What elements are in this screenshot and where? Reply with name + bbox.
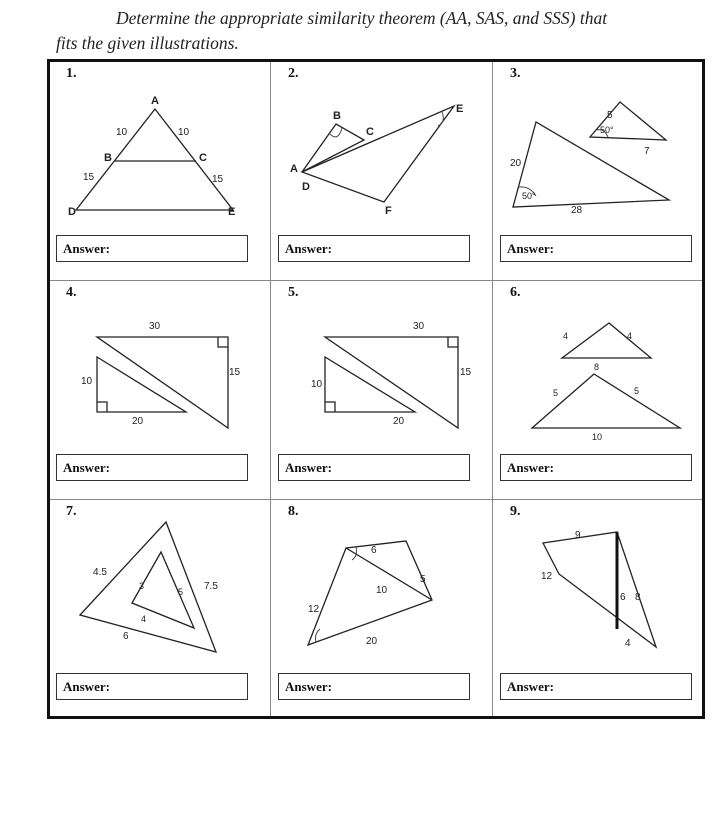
measure: 9 [575,530,581,541]
figure-6 [494,281,716,481]
figure-9 [494,500,716,700]
measure: 15 [212,174,224,185]
measure: 5 [634,386,640,396]
answer-box[interactable]: Answer: [56,673,248,700]
measure: 15 [83,172,95,183]
measure: 6 [620,592,626,603]
large-right-triangle [97,337,228,428]
measure: 8 [635,592,641,603]
problem-number: 3. [510,66,521,81]
measure: 5 [553,388,559,398]
measure: 7 [644,146,650,157]
answer-box[interactable]: Answer: [500,454,692,481]
measure: 5 [178,587,184,597]
problem-6 [494,281,716,501]
problem-number: 2. [288,66,299,81]
problem-number: 8. [288,504,299,519]
measure: 50° [600,125,614,135]
measure: 20 [393,416,405,427]
label-E: E [456,103,464,115]
instruction-line-2: fits the given illustrations. [56,33,239,53]
label-C: C [199,152,207,164]
label-B: B [104,152,112,164]
problem-number: 5. [288,285,299,300]
label-A: A [151,95,159,107]
instructions [56,6,702,56]
figure-8 [272,500,494,700]
triangle-ADE [76,109,233,210]
right-angle-mark [97,402,107,412]
label-B: B [333,110,341,122]
label-C: C [366,126,374,138]
problem-2 [272,62,494,282]
small-isosceles-triangle [562,323,651,358]
answer-box[interactable]: Answer: [278,454,470,481]
measure: 12 [541,571,553,582]
measure: 28 [571,205,583,216]
measure: 10 [116,127,128,138]
measure: 3 [139,581,145,591]
answer-box[interactable]: Answer: [500,235,692,262]
triangle-ABC [302,124,364,172]
measure: 4 [563,331,569,341]
problem-5 [272,281,494,501]
triangle-DEF [302,106,454,202]
right-angle-mark [448,337,458,347]
measure: 15 [229,367,241,378]
problem-1 [50,62,272,282]
measure: 50° [522,191,536,201]
measure: 5 [420,574,426,585]
right-angle-mark [325,402,335,412]
measure: 10 [178,127,190,138]
measure: 20 [132,416,144,427]
measure: 20 [510,158,522,169]
measure: 4.5 [93,567,107,578]
right-angle-mark [218,337,228,347]
answer-box[interactable]: Answer: [56,454,248,481]
angle-mark-E [438,112,443,126]
measure: 6 [371,545,377,556]
large-isosceles-triangle [532,374,680,428]
measure: 10 [81,376,93,387]
measure: 10 [592,432,603,442]
measure: 5 [607,110,613,121]
measure: 7.5 [204,581,218,592]
figure-1 [50,62,272,262]
label-E: E [228,206,236,218]
measure: 12 [308,604,320,615]
answer-box[interactable]: Answer: [278,673,470,700]
problem-number: 7. [66,504,77,519]
large-triangle [513,122,669,207]
problem-4 [50,281,272,501]
large-right-triangle [325,337,458,428]
measure: 15 [460,367,472,378]
measure: 30 [149,321,161,332]
figure-3 [494,62,716,262]
label-A: A [290,163,298,175]
quadrilateral [308,541,432,645]
label-D: D [68,206,76,218]
problem-3 [494,62,716,282]
small-right-triangle [97,357,186,412]
problem-grid [47,59,705,719]
label-F: F [385,205,392,217]
figure-2 [272,62,494,262]
quadrilateral [543,532,656,647]
problem-number: 1. [66,66,77,81]
measure: 6 [123,631,129,642]
figure-5 [272,281,494,481]
measure: 10 [376,585,388,596]
problem-number: 6. [510,285,521,300]
answer-box[interactable]: Answer: [56,235,248,262]
answer-box[interactable]: Answer: [278,235,470,262]
measure: 10 [311,379,323,390]
measure: 4 [141,614,147,624]
problem-number: 9. [510,504,521,519]
measure: 20 [366,636,378,647]
problem-9 [494,500,716,720]
measure: 30 [413,321,425,332]
figure-7 [50,500,272,700]
small-right-triangle [325,357,415,412]
answer-box[interactable]: Answer: [500,673,692,700]
measure: 8 [594,362,600,372]
problem-7 [50,500,272,720]
measure: 4 [627,331,633,341]
figure-4 [50,281,272,481]
instruction-line-1: Determine the appropriate similarity theorem (AA, SAS, and SSS) that [116,8,608,28]
outer-triangle [80,522,216,652]
label-D: D [302,181,310,193]
angle-mark [316,629,321,642]
problem-number: 4. [66,285,77,300]
measure: 4 [625,638,631,649]
problem-8 [272,500,494,720]
